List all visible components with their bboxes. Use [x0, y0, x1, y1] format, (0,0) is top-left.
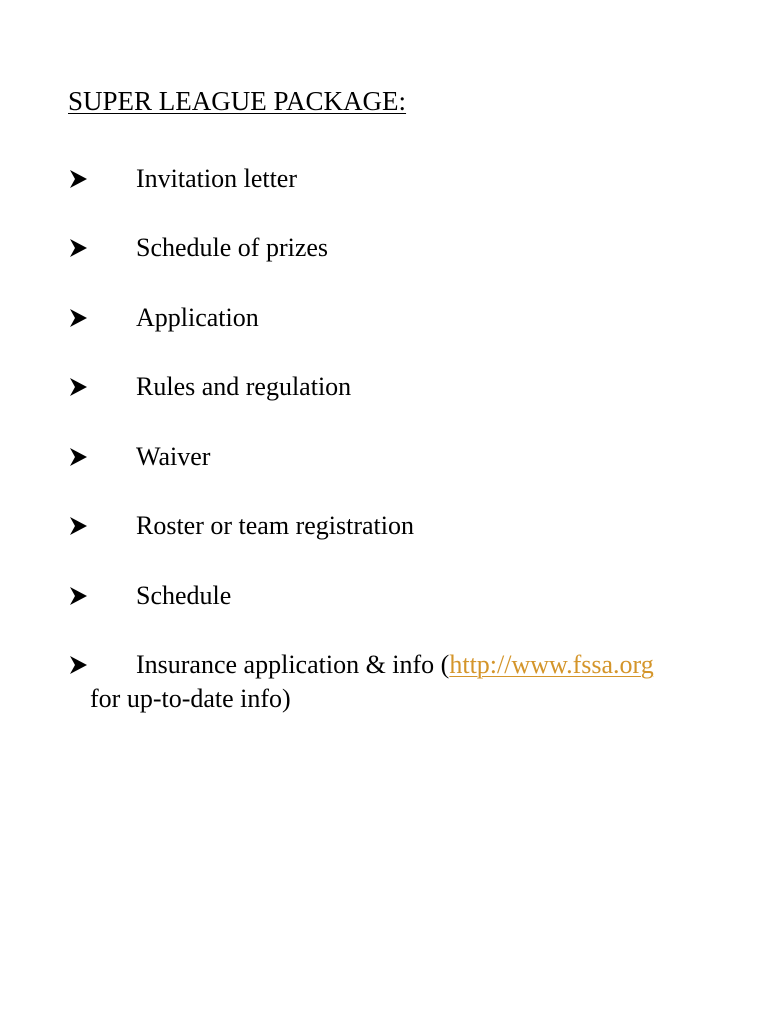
arrow-bullet-icon [68, 440, 92, 474]
list-item-label: Rules and regulation [136, 372, 352, 401]
list-item-label: Application [136, 303, 259, 332]
arrow-bullet-icon [68, 370, 92, 404]
list-item-label: Roster or team registration [136, 511, 414, 540]
arrow-bullet-icon [68, 648, 92, 682]
list-item-label: Schedule [136, 581, 232, 610]
list-item-label: Invitation letter [136, 164, 298, 193]
arrow-bullet-icon [68, 509, 92, 543]
arrow-bullet-icon [68, 162, 92, 196]
fssa-link[interactable]: http://www.fssa.org [449, 650, 654, 679]
list-item-label [136, 648, 654, 682]
insurance-continuation-text: for up-to-date info) [90, 684, 291, 713]
page-title: SUPER LEAGUE PACKAGE: [68, 86, 407, 116]
arrow-bullet-icon [68, 579, 92, 613]
insurance-text: Insurance application & info ( [136, 650, 450, 679]
list-item-label: Schedule of prizes [136, 233, 329, 262]
arrow-bullet-icon [68, 301, 92, 335]
arrow-bullet-icon [68, 231, 92, 265]
list-item-label: Waiver [136, 442, 211, 471]
